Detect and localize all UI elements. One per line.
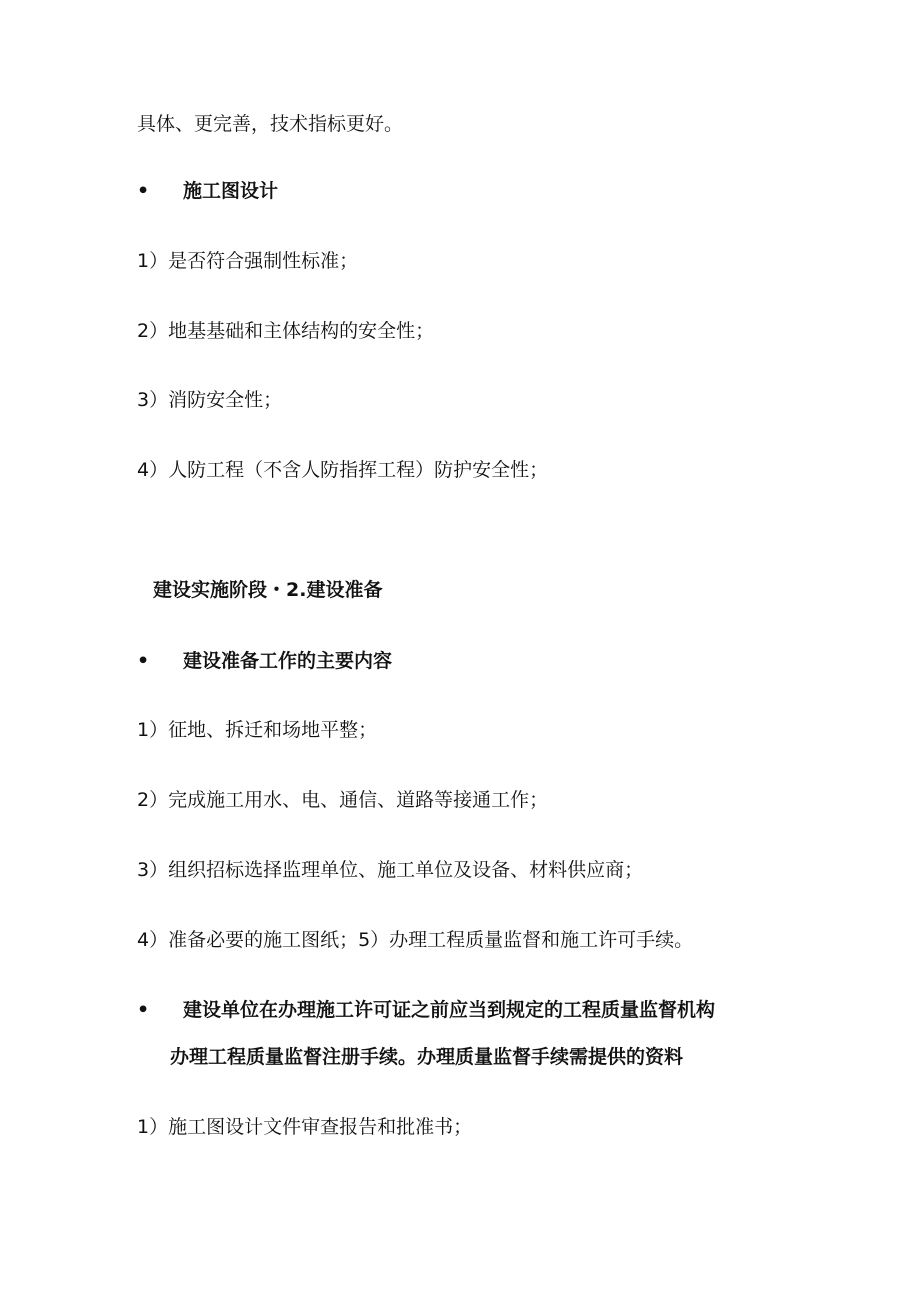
stage-heading: 建设实施阶段・2.建设准备 [153,579,383,601]
section1-item: 1）是否符合强制性标准； [137,250,359,272]
section1-item: 3）消防安全性； [137,389,283,411]
section3-heading-line1: 建设单位在办理施工许可证之前应当到规定的工程质量监督机构 [183,999,716,1021]
section1-item: 2）地基基础和主体结构的安全性； [137,320,435,342]
section2-item: 1）征地、拆迁和场地平整； [137,719,378,741]
section3-heading-line2: 办理工程质量监督注册手续。办理质量监督手续需提供的资料 [170,1046,684,1068]
section2-item: 3）组织招标选择监理单位、施工单位及设备、材料供应商； [137,859,644,881]
section1-item: 4）人防工程（不含人防指挥工程）防护安全性； [137,459,549,481]
section2-item: 2）完成施工用水、电、通信、道路等接通工作； [137,789,549,811]
section2-item: 4）准备必要的施工图纸；5）办理工程质量监督和施工许可手续。 [137,929,694,951]
bullet-icon: • [137,180,150,202]
section2-heading: 建设准备工作的主要内容 [183,650,393,672]
bullet-icon: • [137,999,150,1021]
bullet-icon: • [137,650,150,672]
section1-heading: 施工图设计 [183,180,279,202]
intro-line: 具体、更完善，技术指标更好。 [137,113,404,135]
section3-item: 1）施工图设计文件审查报告和批准书； [137,1116,473,1138]
